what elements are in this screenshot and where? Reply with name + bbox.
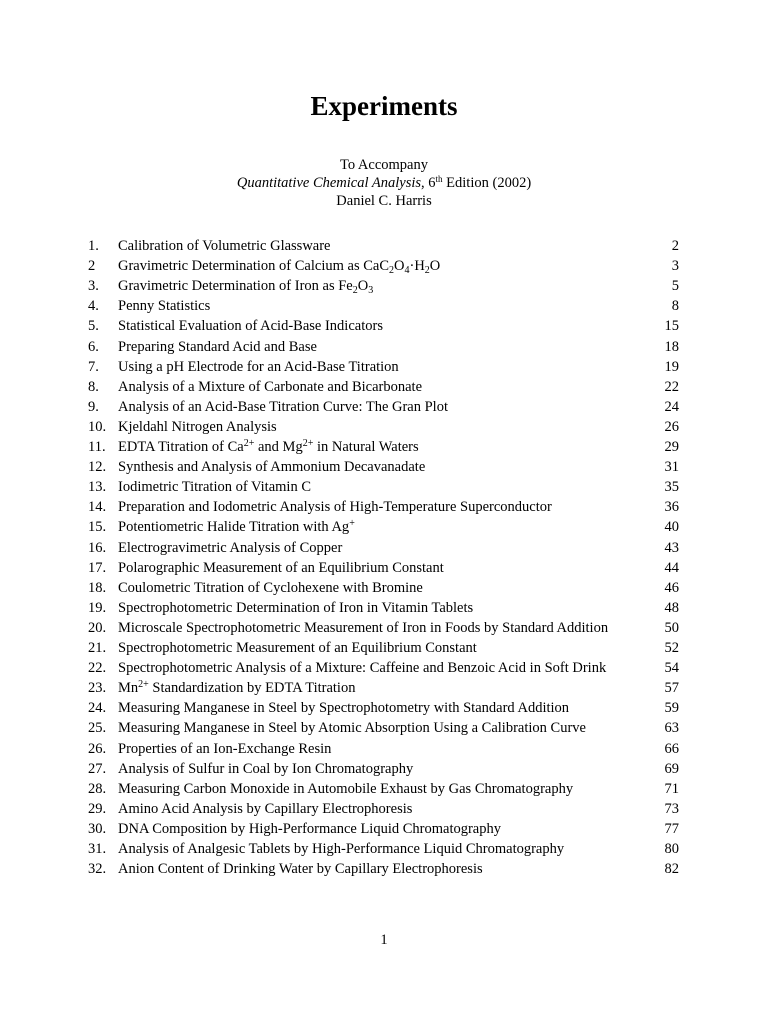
toc-title-text: Preparing Standard Acid and Base xyxy=(118,338,317,355)
toc-title xyxy=(118,739,331,759)
toc-title xyxy=(118,698,569,718)
toc-row xyxy=(0,337,768,357)
toc-title xyxy=(118,638,477,658)
toc-title-text: Calibration of Volumetric Glassware xyxy=(118,238,331,254)
toc-number: 29. xyxy=(88,800,107,817)
toc-title-text: Measuring Manganese in Steel by Atomic Absorption Using a Calibration Curve xyxy=(118,720,586,737)
toc-page-number: 8 xyxy=(671,298,679,315)
toc-page-number: 50 xyxy=(664,619,679,636)
toc-number: 28. xyxy=(88,780,107,797)
toc-number: 32. xyxy=(88,861,107,878)
toc-row xyxy=(0,357,768,377)
toc-title xyxy=(118,538,342,558)
toc-title-text: DNA Composition by High-Performance Liquid Chromatography xyxy=(118,820,501,837)
toc-number: 14. xyxy=(88,499,107,516)
toc-title-text: O xyxy=(394,258,405,275)
edition-superscript: th xyxy=(435,174,443,184)
toc-title xyxy=(118,779,573,799)
toc-page-number: 43 xyxy=(664,539,679,556)
toc-title xyxy=(118,316,383,336)
toc-number: 24. xyxy=(88,700,107,717)
toc-title-text: Analysis of a Mixture of Carbonate and Bicarbonate xyxy=(118,378,423,395)
toc-number: 21. xyxy=(88,640,107,656)
toc-title xyxy=(118,276,373,296)
toc-page-number: 18 xyxy=(664,338,679,355)
toc-title xyxy=(118,377,422,397)
toc-title xyxy=(118,859,483,879)
toc-title-text: Statistical Evaluation of Acid-Base Indicators xyxy=(118,318,383,335)
toc-title xyxy=(118,839,564,859)
page-number: 1 xyxy=(380,932,388,948)
toc-title-text: EDTA Titration of Ca xyxy=(118,439,244,455)
toc-row xyxy=(0,799,768,819)
subscript: 2 xyxy=(352,285,358,297)
toc-row xyxy=(0,497,768,517)
page-title: Experiments xyxy=(310,91,458,121)
toc-title-text: Standardization by EDTA Titration xyxy=(148,680,356,697)
toc-page-number: 69 xyxy=(664,760,679,777)
toc-row xyxy=(0,819,768,839)
book-line xyxy=(0,174,768,192)
toc-page-number: 73 xyxy=(664,800,679,817)
subscript: 2 xyxy=(389,265,394,277)
toc-title xyxy=(118,578,423,598)
toc-number: 20. xyxy=(88,619,107,636)
toc-title-text: Measuring Carbon Monoxide in Automobile Exhaust by Gas Chromatography xyxy=(118,780,574,797)
toc-row xyxy=(0,658,768,678)
toc-title xyxy=(118,296,210,316)
toc-title-text: Measuring Manganese in Steel by Spectrophotometry with Standard Addition xyxy=(118,700,570,717)
toc-row xyxy=(0,256,768,276)
author-line: Daniel C. Harris xyxy=(336,193,432,209)
toc-number: 30. xyxy=(88,820,107,837)
toc-title-text: Polarographic Measurement of an Equilibrium Constant xyxy=(118,559,444,576)
toc-title xyxy=(118,236,331,256)
toc-number: 31. xyxy=(88,841,107,857)
toc-page-number: 52 xyxy=(664,640,679,656)
toc-title-text: Coulometric Titration of Cyclohexene with Bromine xyxy=(118,579,423,596)
toc-page-number: 48 xyxy=(664,599,679,616)
toc-row xyxy=(0,477,768,497)
superscript: 2+ xyxy=(138,679,149,691)
toc-title-text: Properties of an Ion-Exchange Resin xyxy=(118,740,332,757)
toc-title-text: Analysis of Sulfur in Coal by Ion Chromatography xyxy=(118,760,414,777)
toc-row xyxy=(0,759,768,779)
toc-row xyxy=(0,316,768,336)
toc-page-number: 3 xyxy=(671,258,679,275)
toc-number: 27. xyxy=(88,760,107,777)
toc-page-number: 22 xyxy=(664,378,679,395)
toc-page-number: 19 xyxy=(664,358,679,375)
toc-number: 7. xyxy=(88,358,99,375)
toc-title-text: ·H xyxy=(409,258,425,275)
toc-number: 25. xyxy=(88,720,107,737)
toc-page-number: 31 xyxy=(664,459,679,476)
toc-row xyxy=(0,618,768,638)
toc-title xyxy=(118,517,355,537)
subscript: 2 xyxy=(424,265,430,277)
toc-row xyxy=(0,578,768,598)
toc-title-text: Mn xyxy=(118,680,139,697)
superscript: 2+ xyxy=(302,438,314,449)
toc-page-number: 24 xyxy=(664,398,679,415)
toc-number: 22. xyxy=(88,660,107,677)
toc-number: 3. xyxy=(88,278,99,295)
toc-page-number: 26 xyxy=(664,418,679,435)
toc-number: 17. xyxy=(88,559,107,576)
toc-number: 16. xyxy=(88,539,107,556)
toc-title-text: Spectrophotometric Measurement of an Equilibrium Constant xyxy=(118,640,477,656)
toc-title xyxy=(118,457,425,477)
edition-number: , 6 xyxy=(421,175,436,191)
toc-title-text: Anion Content of Drinking Water by Capillary Electrophoresis xyxy=(118,861,483,878)
toc-title-text: Amino Acid Analysis by Capillary Electrophoresis xyxy=(118,800,413,817)
toc-page-number: 71 xyxy=(664,780,679,797)
toc-number: 26. xyxy=(88,740,107,757)
toc-number: 5. xyxy=(88,318,99,335)
toc-number: 4. xyxy=(88,298,99,315)
toc-page-number: 54 xyxy=(664,660,679,677)
toc-title-text: Synthesis and Analysis of Ammonium Decavanadate xyxy=(118,459,426,476)
toc-title xyxy=(118,718,586,738)
toc-title xyxy=(118,799,412,819)
toc-row xyxy=(0,638,768,658)
toc-number: 18. xyxy=(88,579,107,596)
toc-title-text: O xyxy=(429,258,441,275)
toc-page-number: 44 xyxy=(664,559,679,576)
toc-page-number: 80 xyxy=(664,841,679,857)
toc-number: 9. xyxy=(88,398,99,415)
toc-row xyxy=(0,437,768,457)
subtitle-block xyxy=(0,156,768,210)
superscript: + xyxy=(349,518,355,530)
toc-title xyxy=(118,417,277,437)
toc-page-number: 59 xyxy=(664,700,679,717)
toc-row xyxy=(0,236,768,256)
toc-title xyxy=(118,658,606,678)
toc-row xyxy=(0,678,768,698)
toc-row xyxy=(0,779,768,799)
toc-title xyxy=(118,618,608,638)
toc-title xyxy=(118,437,419,457)
toc-row xyxy=(0,417,768,437)
toc-title xyxy=(118,477,311,497)
toc-title xyxy=(118,819,501,839)
toc-title xyxy=(118,759,413,779)
toc-number: 12. xyxy=(88,459,107,476)
edition-text: Edition (2002) xyxy=(442,175,532,191)
toc-row xyxy=(0,859,768,879)
book-title: Quantitative Chemical Analysis xyxy=(236,175,422,191)
subscript: 3 xyxy=(368,285,374,297)
toc-row xyxy=(0,839,768,859)
toc-title xyxy=(118,497,552,517)
toc-title-text: Analysis of Analgesic Tablets by High-Performance Liquid Chromatography xyxy=(118,841,565,857)
toc-title-text: Analysis of an Acid-Base Titration Curve: The Gran Plot xyxy=(118,398,448,415)
toc-page-number: 66 xyxy=(664,740,679,757)
toc-row xyxy=(0,718,768,738)
toc-page-number: 36 xyxy=(664,499,679,516)
toc-title-text: Penny Statistics xyxy=(118,298,211,315)
toc-number: 1. xyxy=(88,238,99,254)
toc-number: 6. xyxy=(88,338,99,355)
toc-row xyxy=(0,538,768,558)
toc-number: 23. xyxy=(88,680,107,697)
toc-number: 8. xyxy=(88,378,99,395)
toc-title xyxy=(118,357,399,377)
toc-page-number: 46 xyxy=(664,579,679,596)
toc-title xyxy=(118,337,317,357)
toc-title-text: in Natural Waters xyxy=(313,439,419,455)
toc-title xyxy=(118,598,473,618)
toc-title-text: Preparation and Iodometric Analysis of High-Temperature Superconductor xyxy=(118,499,552,516)
toc-title-text: O xyxy=(357,278,369,295)
toc-title xyxy=(118,558,444,578)
toc-number: 19. xyxy=(88,599,107,616)
toc-page-number: 5 xyxy=(671,278,679,295)
toc-page-number: 82 xyxy=(664,861,679,878)
toc-title-text: Gravimetric Determination of Iron as Fe xyxy=(118,278,353,295)
toc-page-number: 77 xyxy=(664,820,679,837)
toc-number: 2 xyxy=(88,258,96,275)
toc-title-text: Potentiometric Halide Titration with Ag xyxy=(118,519,350,536)
toc-number: 13. xyxy=(88,479,107,496)
toc-row xyxy=(0,598,768,618)
toc-number: 11. xyxy=(88,439,106,455)
toc-row xyxy=(0,377,768,397)
toc-row xyxy=(0,558,768,578)
toc-page-number: 29 xyxy=(664,439,679,455)
toc-number: 15. xyxy=(88,519,107,536)
toc-row xyxy=(0,296,768,316)
toc-title xyxy=(118,256,440,276)
toc-row xyxy=(0,739,768,759)
toc-row xyxy=(0,517,768,537)
toc-title-text: Iodimetric Titration of Vitamin C xyxy=(118,479,311,496)
toc-row xyxy=(0,698,768,718)
toc-title-text: Electrogravimetric Analysis of Copper xyxy=(118,539,343,556)
toc-title-text: and Mg xyxy=(254,439,303,455)
toc-row xyxy=(0,457,768,477)
toc-page-number: 40 xyxy=(664,519,679,536)
subscript: 4 xyxy=(404,265,410,277)
toc-page-number: 57 xyxy=(664,680,679,697)
toc-title-text: Spectrophotometric Determination of Iron in Vitamin Tablets xyxy=(118,599,474,616)
toc-row xyxy=(0,276,768,296)
toc-title-text: Using a pH Electrode for an Acid-Base Titration xyxy=(118,358,399,375)
toc-title-text: Kjeldahl Nitrogen Analysis xyxy=(118,418,277,435)
toc-page-number: 63 xyxy=(664,720,679,737)
toc-page-number: 2 xyxy=(671,238,679,254)
toc-title xyxy=(118,397,448,417)
accompany-line: To Accompany xyxy=(340,157,428,173)
toc-title xyxy=(118,678,355,698)
toc-title-text: Gravimetric Determination of Calcium as CaC xyxy=(118,258,389,275)
toc-title-text: Microscale Spectrophotometric Measurement of Iron in Foods by Standard Addition xyxy=(118,619,609,636)
toc-page-number: 15 xyxy=(664,318,679,335)
toc-number: 10. xyxy=(88,418,107,435)
toc-row xyxy=(0,397,768,417)
superscript: 2+ xyxy=(243,438,255,449)
toc-page-number: 35 xyxy=(664,479,679,496)
toc-title-text: Spectrophotometric Analysis of a Mixture: Caffeine and Benzoic Acid in Soft Drink xyxy=(118,660,607,677)
